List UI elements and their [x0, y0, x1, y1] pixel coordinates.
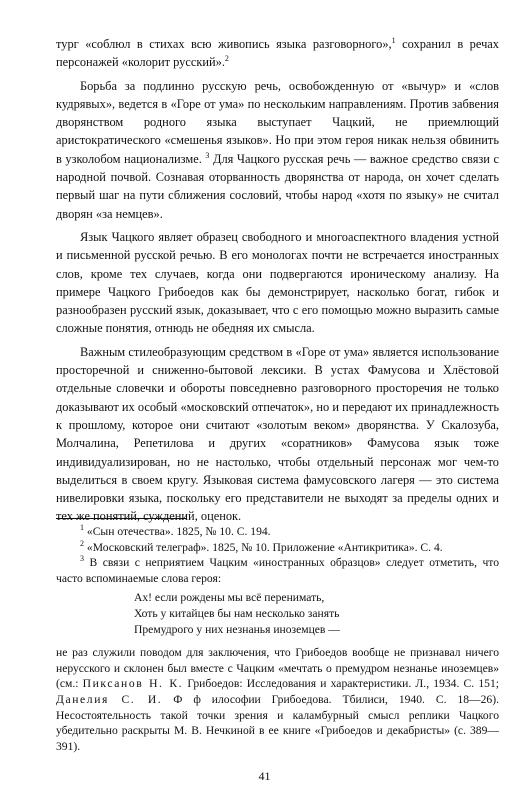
- paragraph-2: Борьба за подлинно русскую речь, освобожденную от «вычур» и «слов кудрявых», ведется в «Горе от ума» по нескольким направлениям. Против забвения дворянством родного языка выступает Чацкий, не приемлющий аристократического «смешенья языков». Но при этом героя никак нельзя обвинить в узколобом национализме. $^3$ Для Чацкого русская речь — важное средство связи с народной почвой. Сознавая оторванность дворянства от народа, он хочет сделать первый шаг на пути сближения сословий, чтобы народ «хотя по языку» не считал дворян «за немцев».: [56, 78, 500, 221]
- paragraph-4: Важным стилеобразующим средством в «Горе от ума» является использование просторечной и сниженно-бытовой лексики. В устах Фамусова и Хлёстовой отдельные словечки и обороты повседневно разговорного просторечия не только доказывают их особый «московский отпечаток», но и передают их принадлежность к прошлому, которое они считают «золотым веком» дворянства. У Скалозуба, Молчалина, Репетилова и других «соратников» Фамусова язык тоже индивидуализирован, но не настолько, чтобы отдельный персонаж мог чем-то выделиться в своем кругу. Языковая система фамусовского лагеря — это система нивелировки языка, поскольку его представители не выходят за пределы одних и тех же понятий, суждений, оценок.: [56, 344, 499, 524]
- paragraph-1: тург «соблюл в стихах всю живопись языка разговорного»,$^1$ сохранил в речах персонажей «колорит русский».$^2$: [56, 35, 499, 70]
- footnote-ref-2: 2: [224, 54, 229, 64]
- footnote-1: $^1$ «Сын отечества». 1825, № 10. С. 194.: [80, 523, 271, 538]
- footnote-3: $^3$ В связи с неприятием Чацким «иностранных образцов» следует отметить, что часто вспоминаемые слова героя:: [56, 554, 499, 585]
- author-name: Данелия С. И.: [56, 692, 163, 706]
- author-name: Пиксанов Н. К.: [82, 677, 184, 691]
- footnote-ref-1: 1: [391, 35, 396, 45]
- page-number: 41: [258, 769, 271, 783]
- footnote-ref-3: 3: [205, 150, 210, 160]
- verse-line: Ах! если рождены мы всё перенимать,: [134, 591, 325, 605]
- verse-quote: [134, 590, 499, 637]
- footnote-3-continuation: не раз служили поводом для заключения, что Грибоедов вообще не признавал ничего нерусского и склонен был вместе с Чацким «мечтать о премудром незнанье иноземцев» (см.: Пиксанов Н. К. Грибоедов: Исследования и характеристики. Л., 1934. С. 151; Данелия С. И. Ф ф илософии Грибоедова. Тбилиси, 1940. С. 18—26). Несостоятельность такой точки зрения и каламбурный смысл реплики Чацкого убедительно раскрыты М. В. Нечкиной в ее книге «Грибоедов и декабристы» (с. 389—391).: [56, 646, 499, 753]
- verse-line: Премудрого у них незнанья иноземцев —: [134, 622, 340, 636]
- footnote-divider: [56, 518, 186, 519]
- paragraph-3: Язык Чацкого являет образец свободного и многоаспектного владения устной и письменной русской речью. В его монологах почти не встречается иностранных слов, кроме тех случаев, когда они подвергаются ироническому анализу. На примере Чацкого Грибоедов как бы демонстрирует, насколько богат, гибок и разнообразен русский язык, доказывает, что с его помощью можно выразить самые сложные понятия, отнюдь не обедняя их смысла.: [56, 229, 499, 336]
- verse-line: Хоть у китайцев бы нам несколько занять: [134, 606, 340, 620]
- main-text: [56, 35, 499, 526]
- footnotes: [56, 524, 499, 754]
- footnote-2: $^2$ «Московский телеграф». 1825, № 10. Приложение «Антикритика». С. 4.: [80, 538, 443, 554]
